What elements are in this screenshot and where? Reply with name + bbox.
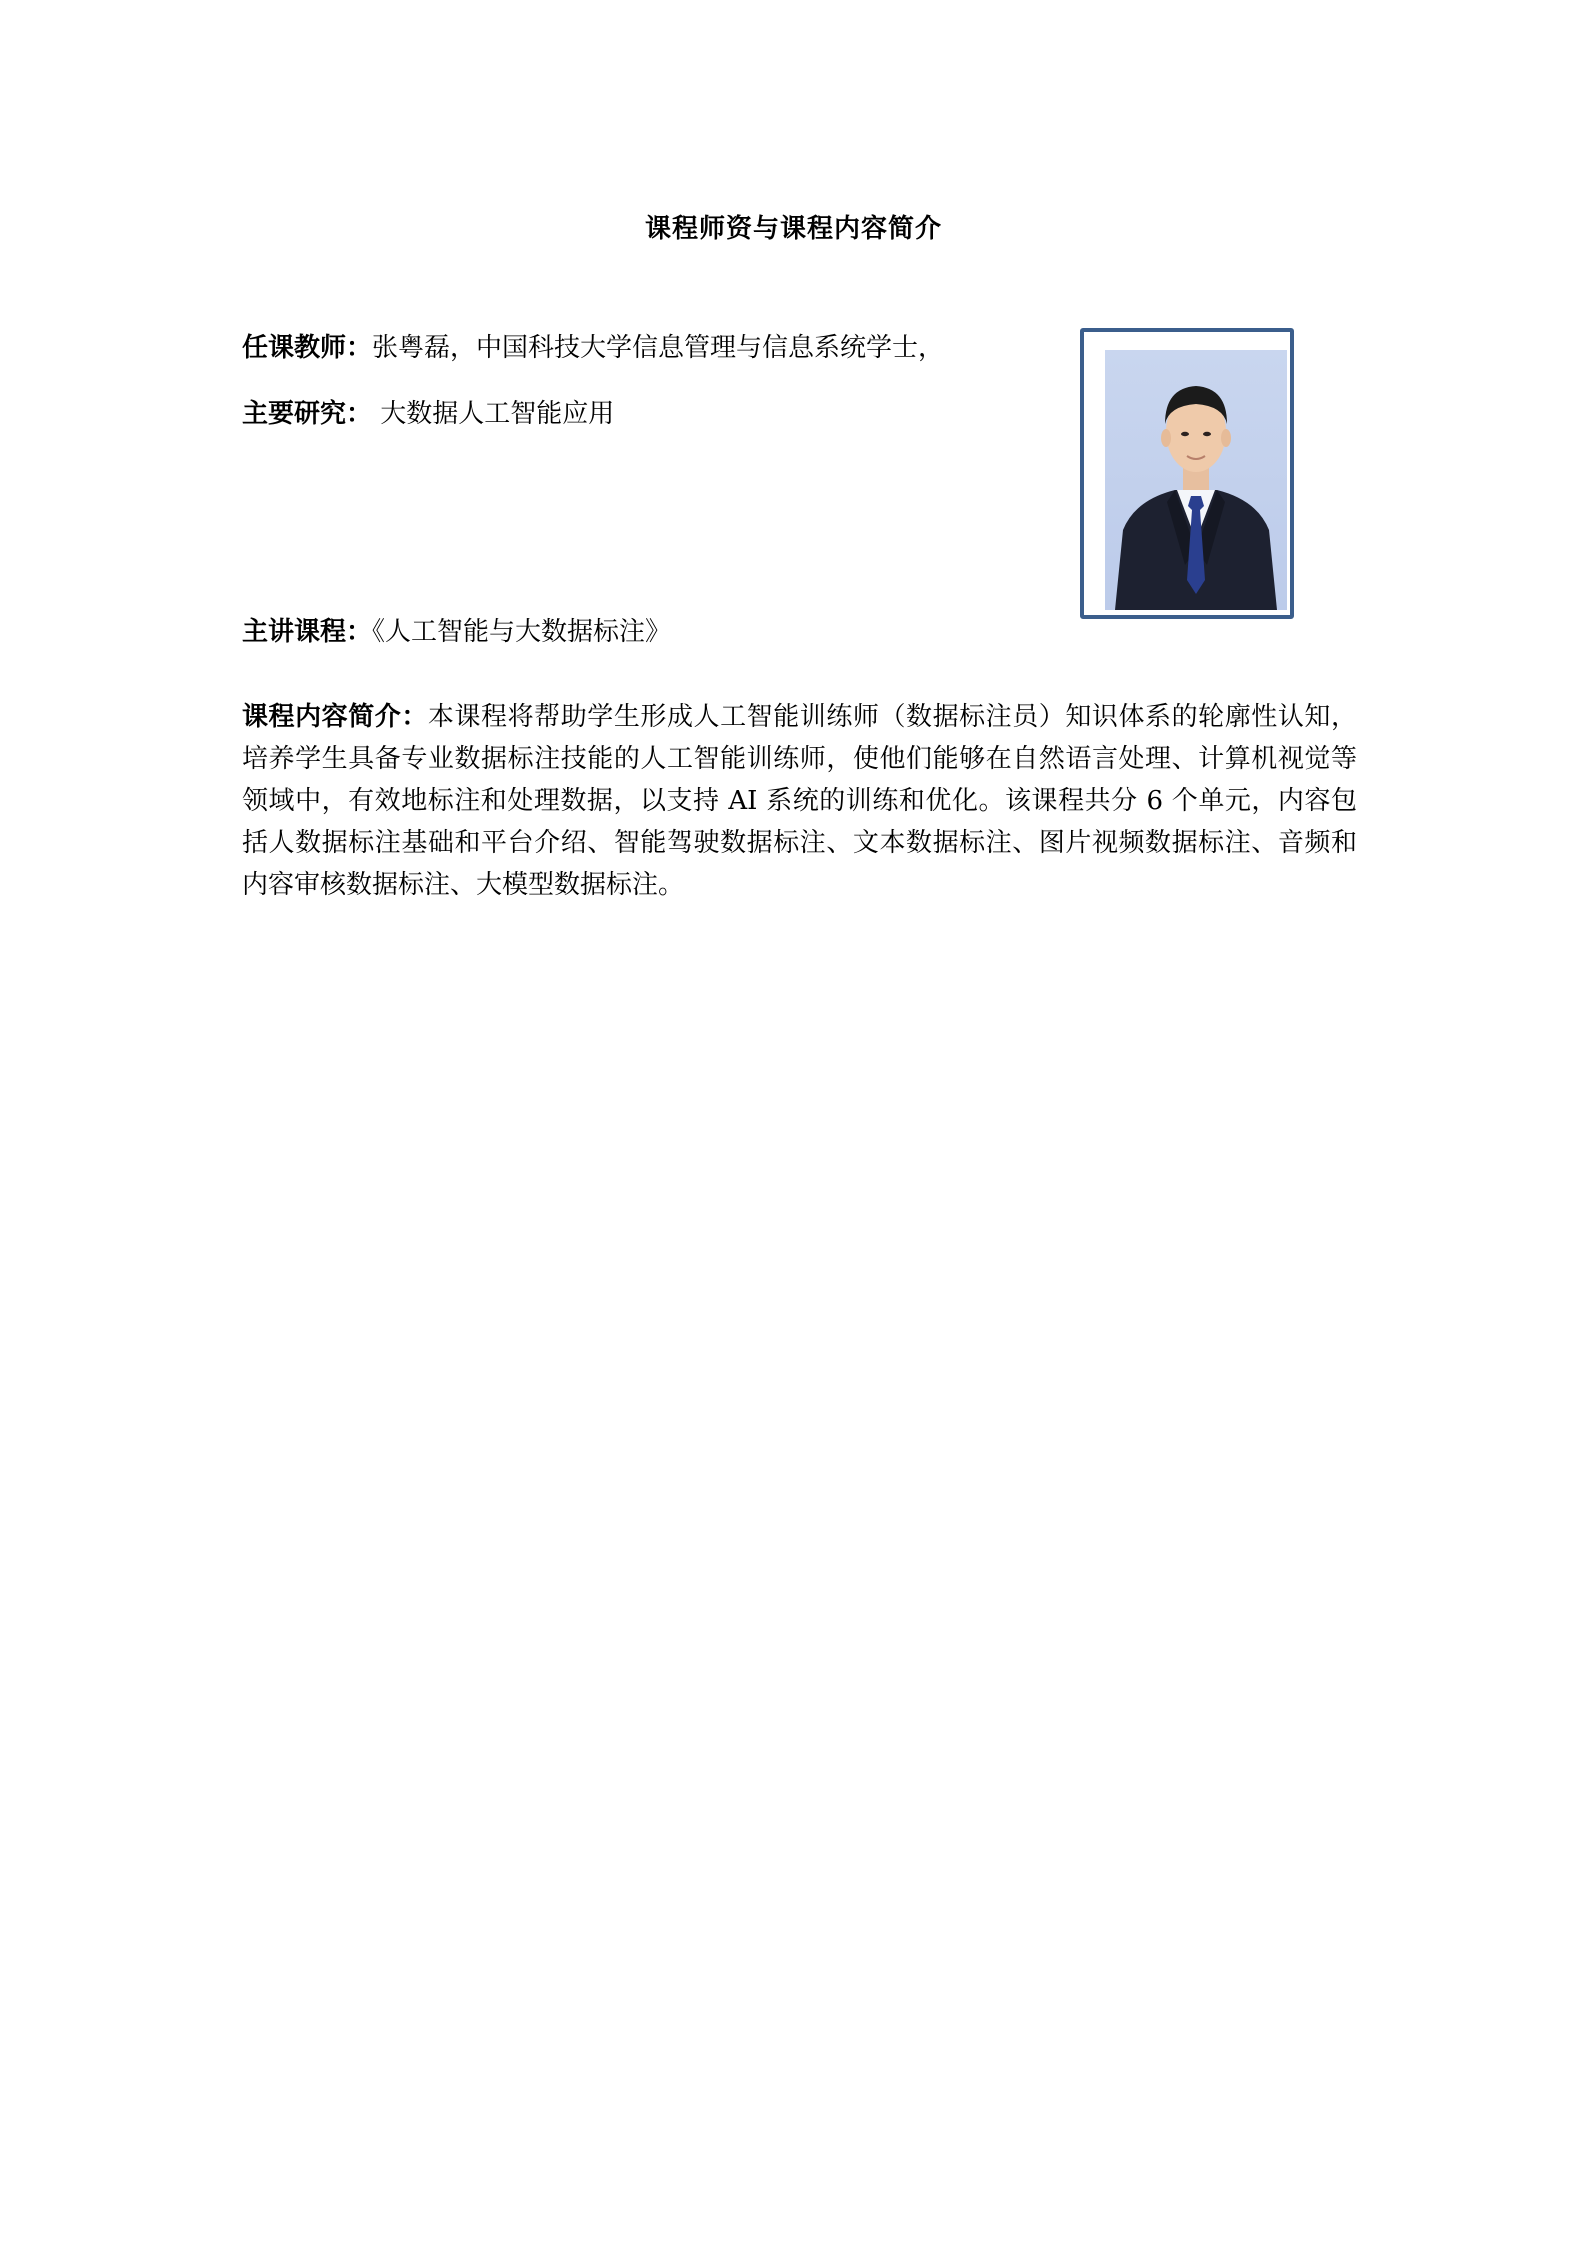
teacher-photo-frame	[1080, 328, 1294, 619]
course-line	[242, 612, 671, 652]
course-value: 《人工智能与大数据标注》	[372, 617, 672, 647]
course-summary	[242, 696, 1357, 906]
teacher-label: 任课教师：	[242, 333, 373, 363]
teacher-photo	[1105, 350, 1287, 610]
course-label: 主讲课程：	[242, 617, 373, 647]
research-label: 主要研究：	[242, 399, 373, 429]
teacher-line	[242, 328, 944, 368]
page-title: 课程师资与课程内容简介	[644, 214, 942, 244]
summary-text: 本课程将帮助学生形成人工智能训练师（数据标注员）知识体系的轮廓性认知，培养学生具备专业数据标注技能的人工智能训练师，使他们能够在自然语言处理、计算机视觉等领域中，有效地标注和处理数据，以支持 AI 系统的训练和优化。该课程共分 6 个单元，内容包括人数据标注基础和平台介绍、智能驾驶数据标注、文本数据标注、图片视频数据标注、音频和内容审核数据标注、大模型数据标注。	[242, 702, 1357, 900]
research-line	[242, 394, 614, 434]
portrait-illustration	[1105, 350, 1287, 610]
summary-label: 课程内容简介：	[242, 702, 428, 732]
research-value: 大数据人工智能应用	[372, 399, 615, 429]
teacher-value: 张粤磊，中国科技大学信息管理与信息系统学士，	[372, 333, 945, 363]
